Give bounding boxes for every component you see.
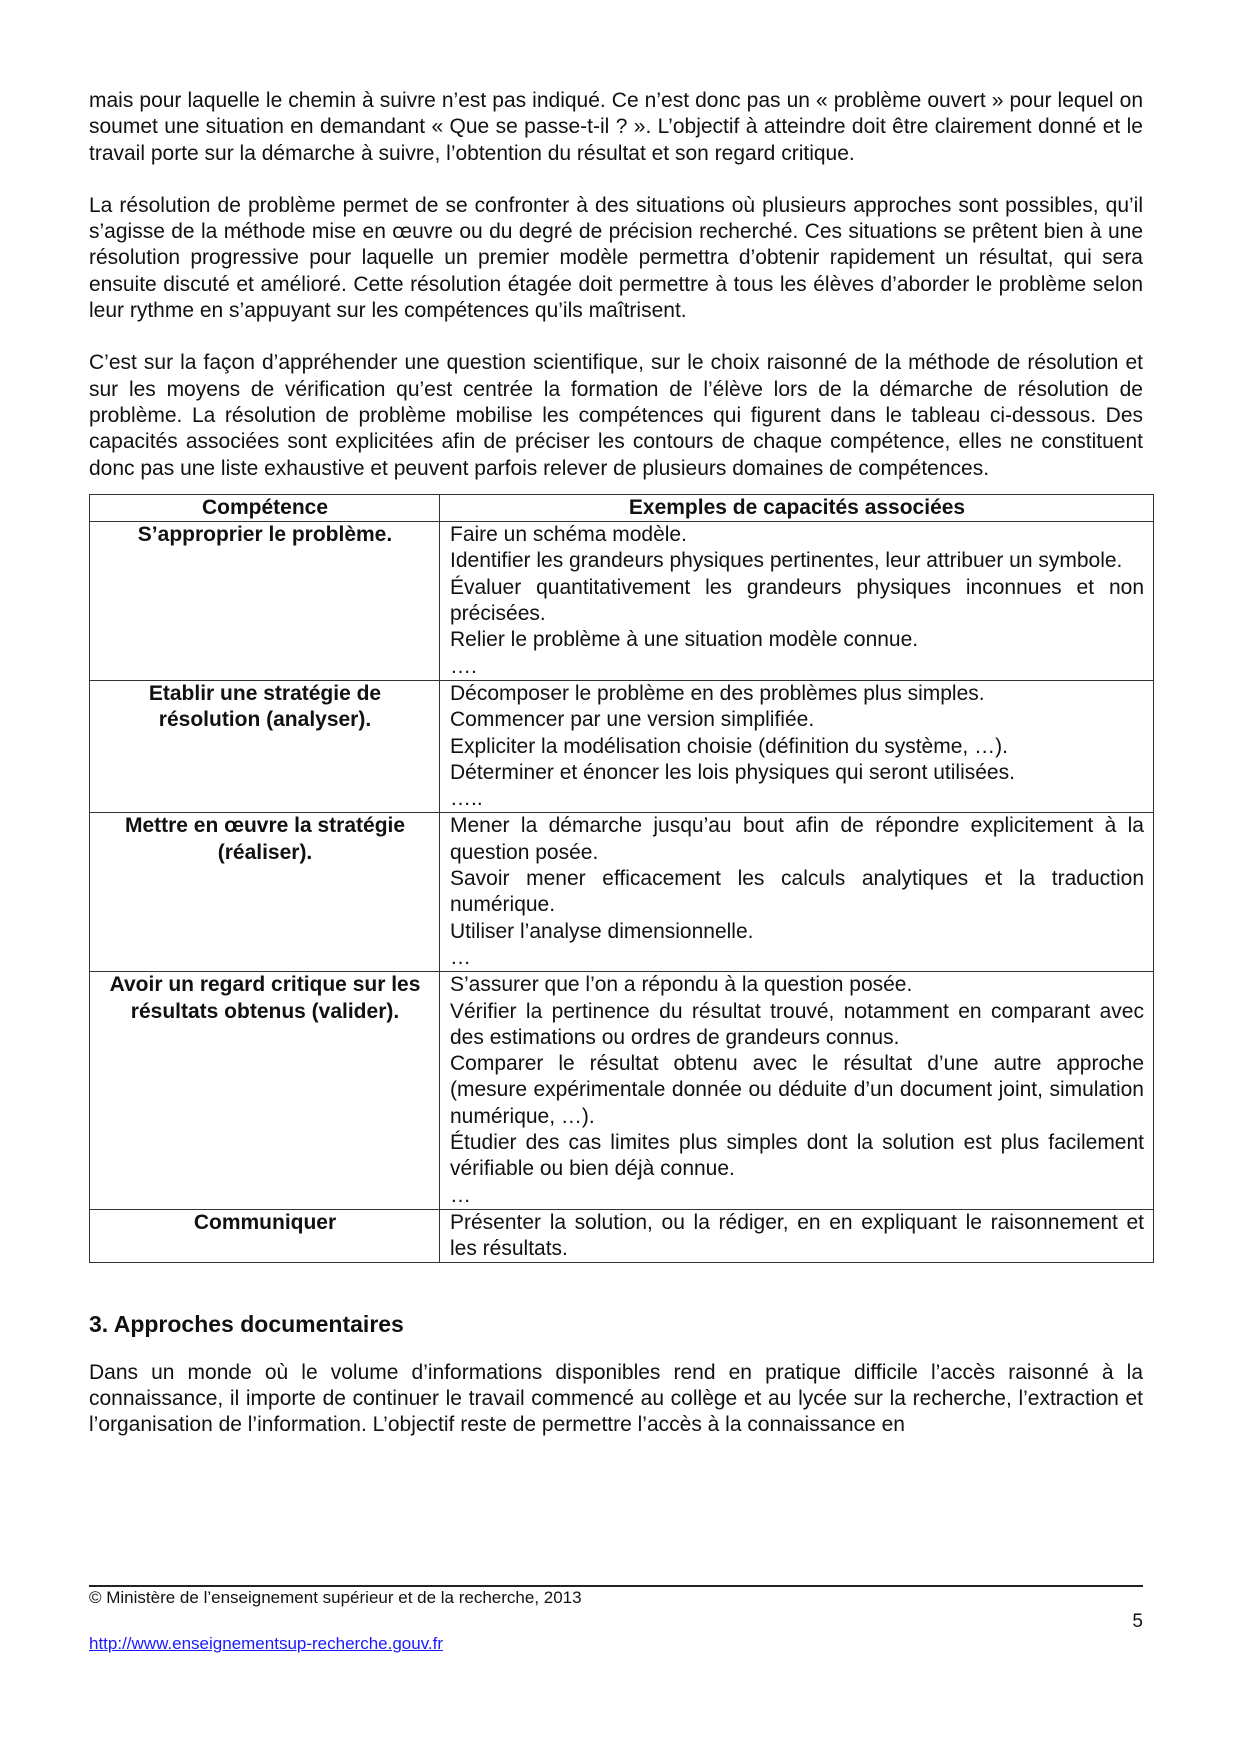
section-heading: 3. Approches documentaires (89, 1311, 404, 1338)
header-capacities: Exemples de capacités associées (440, 494, 1154, 521)
capacity-item: S’assurer que l’on a répondu à la question posée. (450, 973, 913, 997)
capacity-item: Identifier les grandeurs physiques pertinentes, leur attribuer un symbole. (450, 549, 1123, 573)
capacity-item: Savoir mener efficacement les calculs analytiques et la traduction numérique. (450, 867, 1144, 917)
document-body (89, 88, 1143, 1465)
paragraph: C’est sur la façon d’appréhender une question scientifique, sur le choix raisonné de la méthode de résolution et sur les moyens de vérification qu’est centrée la formation de l’élève lors de la démarche de résolution de problème. La résolution de problème mobilise les compétences qui figurent dans le tableau ci-dessous. Des capacités associées sont explicitées afin de préciser les contours de chaque compétence, elles ne constituent donc pas une liste exhaustive et peuvent parfois relever de plusieurs domaines de compétences. (89, 351, 1143, 480)
competence-cell: Communiquer (90, 1209, 440, 1263)
capacity-item: Déterminer et énoncer les lois physiques qui seront utilisées. (450, 760, 1015, 784)
capacity-item: Faire un schéma modèle. (450, 523, 687, 547)
page-number: 5 (1132, 1611, 1143, 1632)
paragraph: La résolution de problème permet de se confronter à des situations où plusieurs approches sont possibles, qu’il s’agisse de la méthode mise en œuvre ou du degré de précision recherché. Ces situations se prêtent bien à une résolution progressive pour laquelle un premier modèle permettra d’obtenir rapidement un résultat, qui sera ensuite discuté et amélioré. Cette résolution étagée doit permettre à tous les élèves d’aborder le problème selon leur rythme en s’appuyant sur les compétences qu’ils maîtrisent. (89, 193, 1143, 323)
competence-cell: Mettre en œuvre la stratégie (réaliser). (90, 813, 440, 972)
paragraph: mais pour laquelle le chemin à suivre n’est pas indiqué. Ce n’est donc pas un « problème ouvert » pour lequel on soumet une situation en demandant « Que se passe-t-il ? ». L’objectif à atteindre doit être clairement donné et le travail porte sur la démarche à suivre, l’obtention du résultat et son regard critique. (89, 89, 1143, 165)
capacities-cell (440, 813, 1154, 972)
capacities-cell (440, 680, 1154, 812)
footer-link[interactable]: http://www.enseignementsup-recherche.gouv.fr (89, 1634, 444, 1653)
capacity-item: … (450, 1183, 471, 1207)
copyright: © Ministère de l’enseignement supérieur et de la recherche, 2013 (89, 1588, 582, 1607)
capacity-item: Utiliser l’analyse dimensionnelle. (450, 919, 754, 943)
capacity-item: Expliciter la modélisation choisie (définition du système, …). (450, 734, 1008, 758)
paragraph: Dans un monde où le volume d’informations disponibles rend en pratique difficile l’accès raisonné à la connaissance, il importe de continuer le travail commencé au collège et au lycée sur la recherche, l’extraction et l’organisation de l’information. L’objectif reste de permettre l’accès à la connaissance en (89, 1360, 1143, 1437)
capacity-item: …. (450, 654, 477, 678)
capacity-item: Évaluer quantitativement les grandeurs physiques inconnues et non précisées. (450, 575, 1144, 626)
table-row (90, 813, 1154, 972)
capacity-item: ….. (450, 787, 483, 811)
header-competence: Compétence (90, 494, 440, 521)
table-row (90, 972, 1154, 1210)
capacity-item: Vérifier la pertinence du résultat trouvé, notamment en comparant avec des estimations ou ordres de grandeurs connus. (450, 999, 1144, 1049)
table-row (90, 1209, 1154, 1263)
table-row (90, 522, 1154, 681)
competence-cell: S’approprier le problème. (90, 522, 440, 681)
table-row (90, 680, 1154, 812)
capacity-item: Commencer par une version simplifiée. (450, 708, 815, 732)
capacity-item: Décomposer le problème en des problèmes plus simples. (450, 681, 985, 705)
capacities-cell (440, 972, 1154, 1210)
capacity-item: Comparer le résultat obtenu avec le résultat d’une autre approche (mesure expérimentale donnée ou déduite d’un document joint, simulation numérique, …). (450, 1052, 1144, 1128)
capacity-item: Relier le problème à une situation modèle connue. (450, 628, 919, 652)
capacity-item: Présenter la solution, ou la rédiger, en en expliquant le raisonnement et les résultats. (450, 1210, 1144, 1261)
capacity-item: Mener la démarche jusqu’au bout afin de répondre explicitement à la question posée. (450, 814, 1144, 864)
competence-cell: Etablir une stratégie de résolution (analyser). (90, 680, 440, 812)
capacities-cell (440, 1209, 1154, 1263)
competence-cell: Avoir un regard critique sur les résultats obtenus (valider). (90, 972, 440, 1210)
footer-divider (89, 1585, 1143, 1587)
capacity-item: … (450, 945, 471, 969)
capacity-item: Étudier des cas limites plus simples dont la solution est plus facilement vérifiable ou bien déjà connue. (450, 1130, 1144, 1181)
competences-table (89, 494, 1154, 1264)
capacities-cell (440, 522, 1154, 681)
